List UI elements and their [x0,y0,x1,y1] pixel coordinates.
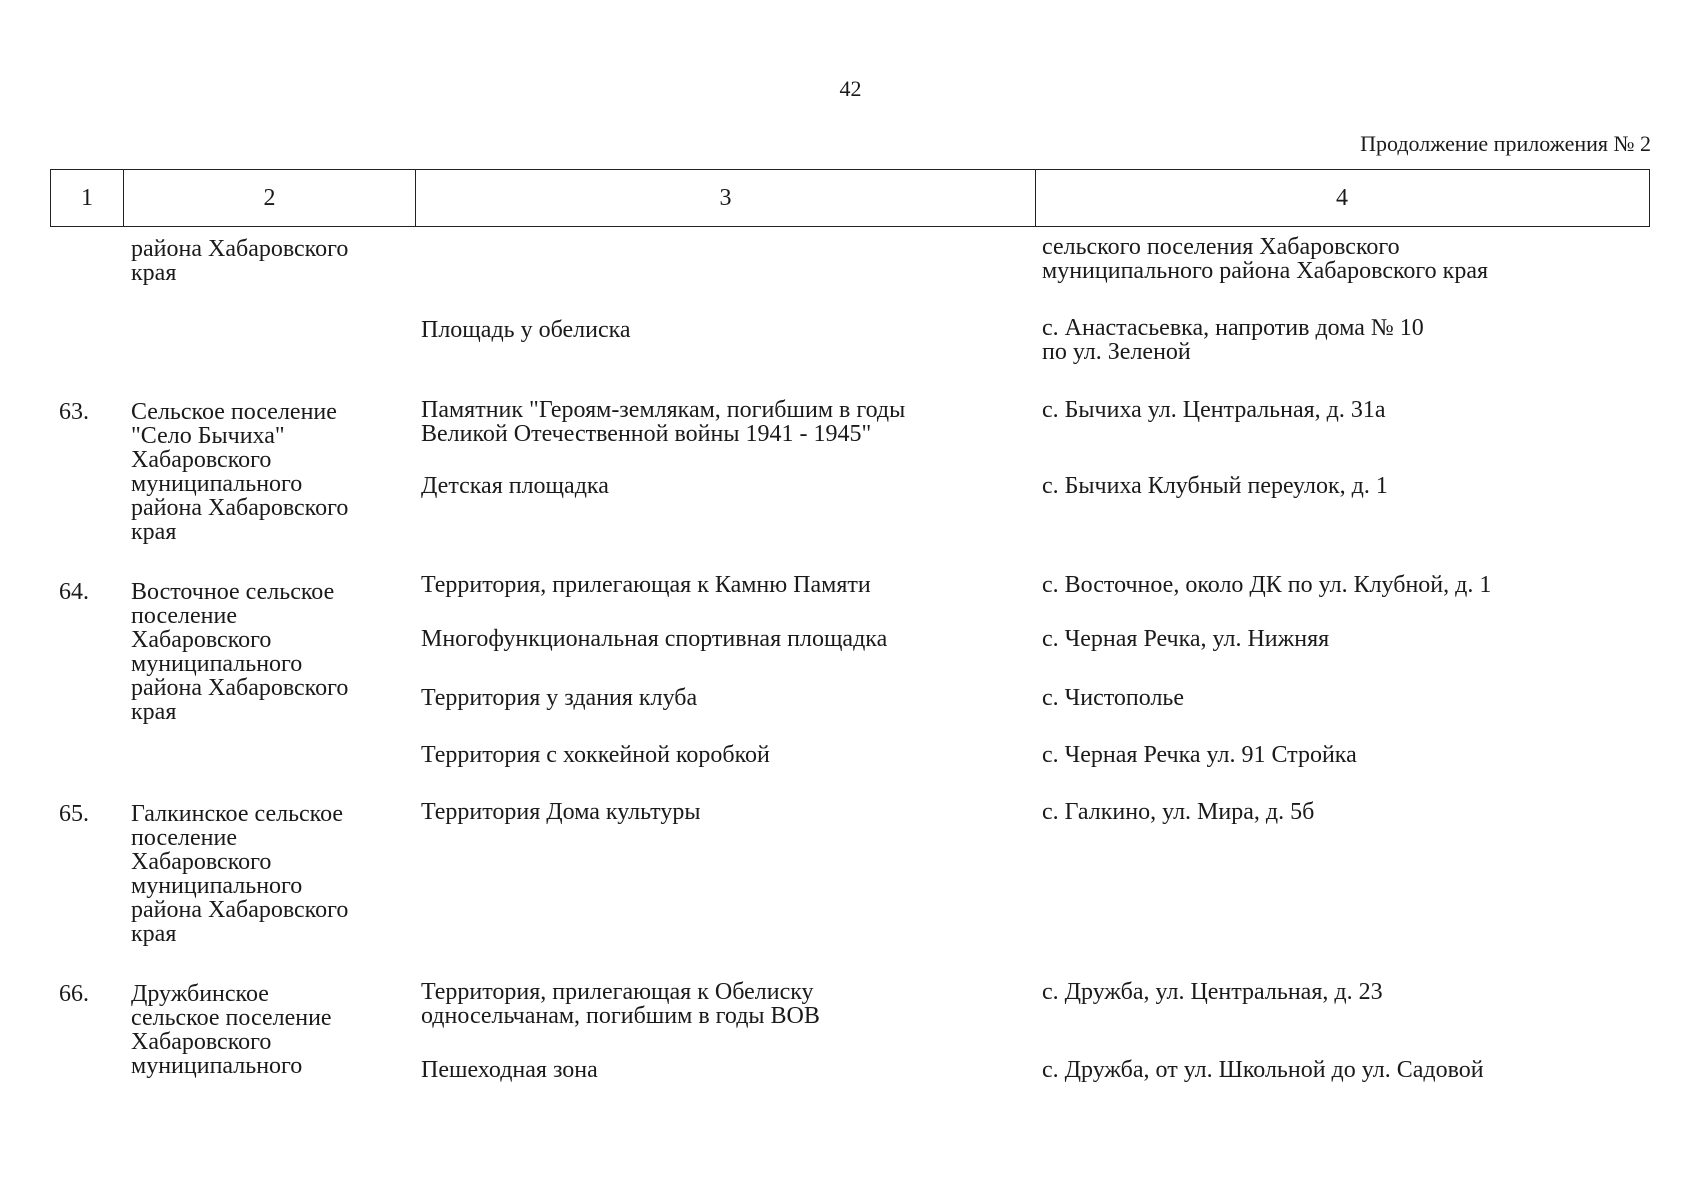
row-object-name: Территория с хоккейной коробкой [421,742,770,768]
row-object-name: Территория у здания клуба [421,685,698,711]
row-object-name: Многофункциональная спортивная площадка [421,626,888,652]
row-object-name: Территория, прилегающая к Обелиску односельчанам, погибшим в годы ВОВ [421,979,820,1029]
row-object-name: Территория Дома культуры [421,799,701,825]
row-object-name: Памятник "Героям-землякам, погибшим в годы Великой Отечественной войны 1941 - 1945" [421,397,906,447]
row-object-name: Площадь у обелиска [421,317,631,343]
row-address: с. Черная Речка ул. 91 Стройка [1042,742,1357,768]
row-address: с. Чистополье [1042,685,1185,711]
appendix-note: Продолжение приложения № 2 [1360,131,1651,156]
header-col-3: 3 [415,170,1035,226]
row-number: 64. [59,579,89,605]
page-number: 42 [839,76,862,101]
header-col-1: 1 [81,184,93,211]
row-object-name: Территория, прилегающая к Камню Памяти [421,572,871,598]
row-municipality: Восточное сельское поселение Хабаровского муниципального района Хабаровского края [131,579,349,725]
row-object-name: Пешеходная зона [421,1057,598,1083]
row-municipality: Сельское поселение "Село Бычиха" Хабаровского муниципального района Хабаровского края [131,399,349,545]
row-address: с. Дружба, ул. Центральная, д. 23 [1042,979,1383,1005]
row-number: 66. [59,981,89,1007]
row-object-name: Детская площадка [421,473,609,499]
row-address: с. Восточное, около ДК по ул. Клубной, д. 1 [1042,572,1492,598]
row-number: 65. [59,801,89,827]
header-col-4: 4 [1035,170,1648,226]
row-address: с. Дружба, от ул. Школьной до ул. Садовой [1042,1057,1484,1083]
row-address: с. Бычиха ул. Центральная, д. 31а [1042,397,1386,423]
table-header [50,169,1650,227]
row-address: с. Галкино, ул. Мира, д. 5б [1042,799,1315,825]
row-address: с. Бычиха Клубный переулок, д. 1 [1042,473,1388,499]
row-municipality: района Хабаровского края [131,236,349,286]
row-address: с. Анастасьевка, напротив дома № 10 по ул. Зеленой [1042,315,1424,365]
row-municipality: Дружбинское сельское поселение Хабаровского муниципального [131,981,332,1079]
row-address: с. Черная Речка, ул. Нижняя [1042,626,1330,652]
row-address: сельского поселения Хабаровского муниципального района Хабаровского края [1042,234,1489,284]
header-col-2: 2 [123,170,415,226]
row-municipality: Галкинское сельское поселение Хабаровского муниципального района Хабаровского края [131,801,349,947]
row-number: 63. [59,399,89,425]
